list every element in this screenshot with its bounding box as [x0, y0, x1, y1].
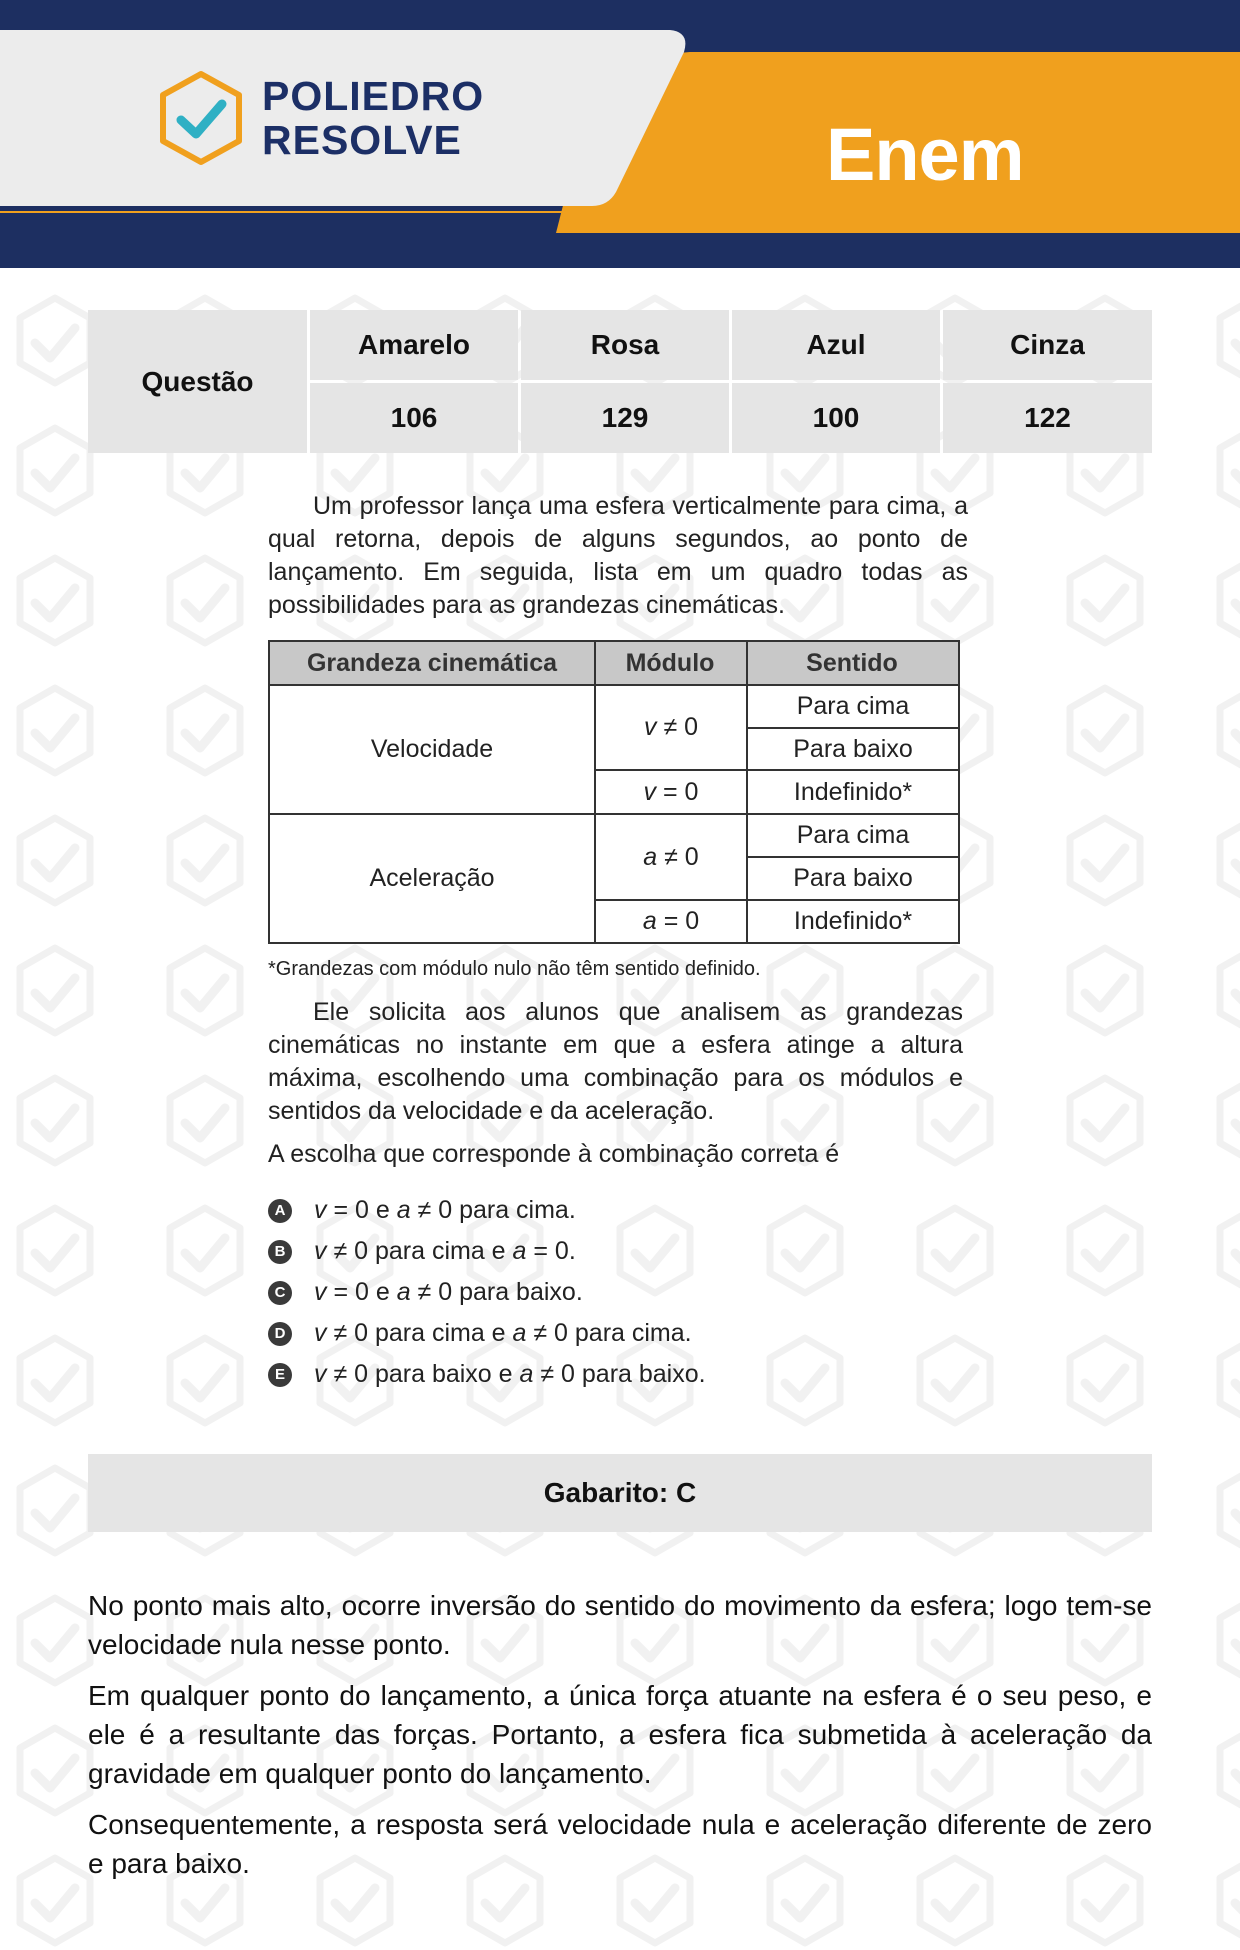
brand-line-1: POLIEDRO	[262, 73, 485, 119]
kinematics-table	[268, 640, 960, 944]
question-prompt: A escolha que corresponde à combinação correta é	[268, 1140, 840, 1168]
velocidade-sentido-indefinido: Indefinido*	[793, 777, 913, 806]
option-text: ≠ 0 para baixo.	[410, 1278, 583, 1306]
option-c[interactable]	[268, 1272, 706, 1313]
option-var-a: a	[519, 1360, 534, 1388]
resolution-paragraph-1: No ponto mais alto, ocorre inversão do sentido do movimento da esfera; logo tem-se velocidade nula nesse ponto.	[88, 1590, 1152, 1660]
option-var-v: v	[314, 1196, 327, 1224]
velocidade-sentido-cima: Para cima	[796, 692, 910, 720]
kinematics-header-modulo: Módulo	[594, 642, 746, 684]
option-text: ≠ 0 para baixo.	[533, 1360, 706, 1388]
question-number-table	[88, 310, 1152, 453]
table-footnote: *Grandezas com módulo nulo não têm sentido definido.	[268, 958, 761, 980]
option-d[interactable]	[268, 1313, 706, 1354]
brand-name	[262, 74, 484, 162]
row-label-aceleracao: Aceleração	[369, 864, 495, 892]
column-header-cinza: Cinza	[943, 310, 1152, 380]
brand-line-2: RESOLVE	[262, 117, 462, 163]
column-header-rosa: Rosa	[521, 310, 729, 380]
question-number-rosa: 129	[521, 383, 729, 453]
question-intro: Um professor lança uma esfera verticalmente para cima, a qual retorna, depois de alguns segundos, ao ponto de lançamento. Em seguida, lista em um quadro todas as possibilidades para as grandezas cinemáticas.	[268, 492, 968, 619]
question-body	[268, 490, 968, 1388]
answer-options	[268, 1190, 706, 1395]
question-body-text: Ele solicita aos alunos que analisem as grandezas cinemáticas no instante em que a esfera atinge a altura máxima, escolhendo uma combinação para os módulos e sentidos da velocidade e da aceleração.	[268, 998, 963, 1125]
velocidade-modulo-nonzero	[596, 686, 746, 769]
option-var-a: a	[396, 1278, 411, 1306]
option-e[interactable]	[268, 1354, 706, 1395]
var-v: v	[643, 713, 657, 741]
option-text: = 0.	[526, 1237, 576, 1265]
kinematics-header-sentido: Sentido	[746, 642, 958, 684]
question-number-azul: 100	[732, 383, 940, 453]
option-var-v: v	[314, 1237, 327, 1265]
aceleracao-sentido-indefinido: Indefinido*	[793, 907, 913, 935]
option-letter-badge: C	[268, 1281, 292, 1305]
check-hexagon-logo-icon	[156, 70, 246, 166]
question-number-amarelo: 106	[310, 383, 518, 453]
option-text: ≠ 0 para baixo e	[326, 1360, 520, 1388]
row-label-velocidade: Velocidade	[370, 735, 494, 763]
column-header-azul: Azul	[732, 310, 940, 380]
var-a: a	[643, 842, 658, 871]
option-b[interactable]	[268, 1231, 706, 1272]
option-a[interactable]	[268, 1190, 706, 1231]
option-var-a: a	[396, 1196, 411, 1224]
answer-key: Gabarito: C	[88, 1454, 1152, 1532]
aceleracao-modulo-zero	[596, 901, 746, 942]
relation: ≠ 0	[663, 713, 699, 741]
aceleracao-modulo-nonzero	[596, 815, 746, 899]
questao-label: Questão	[88, 310, 307, 453]
velocidade-sentido-baixo: Para baixo	[793, 734, 913, 763]
option-letter-badge: D	[268, 1322, 292, 1346]
velocidade-modulo-zero	[596, 771, 746, 813]
aceleracao-sentido-baixo: Para baixo	[793, 864, 913, 892]
resolution-paragraph-2: Em qualquer ponto do lançamento, a única força atuante na esfera é o seu peso, e ele é a resultante das forças. Portanto, a esfera fica submetida à aceleração da gravidade em qualquer ponto do lançamento.	[88, 1680, 1152, 1789]
option-text: ≠ 0 para cima e	[326, 1319, 513, 1347]
option-var-v: v	[314, 1319, 327, 1347]
kinematics-header-grandeza: Grandeza cinemática	[270, 642, 594, 684]
column-header-amarelo: Amarelo	[310, 310, 518, 380]
aceleracao-sentido-cima: Para cima	[796, 821, 910, 849]
option-var-v: v	[314, 1278, 327, 1306]
option-var-a: a	[512, 1237, 527, 1265]
option-letter-badge: B	[268, 1240, 292, 1264]
relation: = 0	[663, 907, 700, 935]
option-letter-badge: E	[268, 1363, 292, 1387]
question-number-cinza: 122	[943, 383, 1152, 453]
option-text: = 0 e	[326, 1196, 397, 1224]
option-var-v: v	[314, 1360, 327, 1388]
option-text: = 0 e	[326, 1278, 397, 1306]
var-a: a	[642, 907, 657, 935]
option-letter-badge: A	[268, 1199, 292, 1223]
relation: ≠ 0	[664, 842, 699, 871]
option-text: ≠ 0 para cima.	[410, 1196, 576, 1224]
relation: = 0	[663, 777, 699, 806]
resolution-paragraph-3: Consequentemente, a resposta será velocidade nula e aceleração diferente de zero e para baixo.	[88, 1809, 1152, 1879]
option-var-a: a	[512, 1319, 527, 1347]
option-text: ≠ 0 para cima e	[326, 1237, 513, 1265]
resolution-text	[88, 1586, 1152, 1895]
option-text: ≠ 0 para cima.	[526, 1319, 692, 1347]
page-header	[0, 0, 1240, 268]
var-v: v	[643, 777, 657, 806]
exam-title: Enem	[826, 113, 1024, 196]
